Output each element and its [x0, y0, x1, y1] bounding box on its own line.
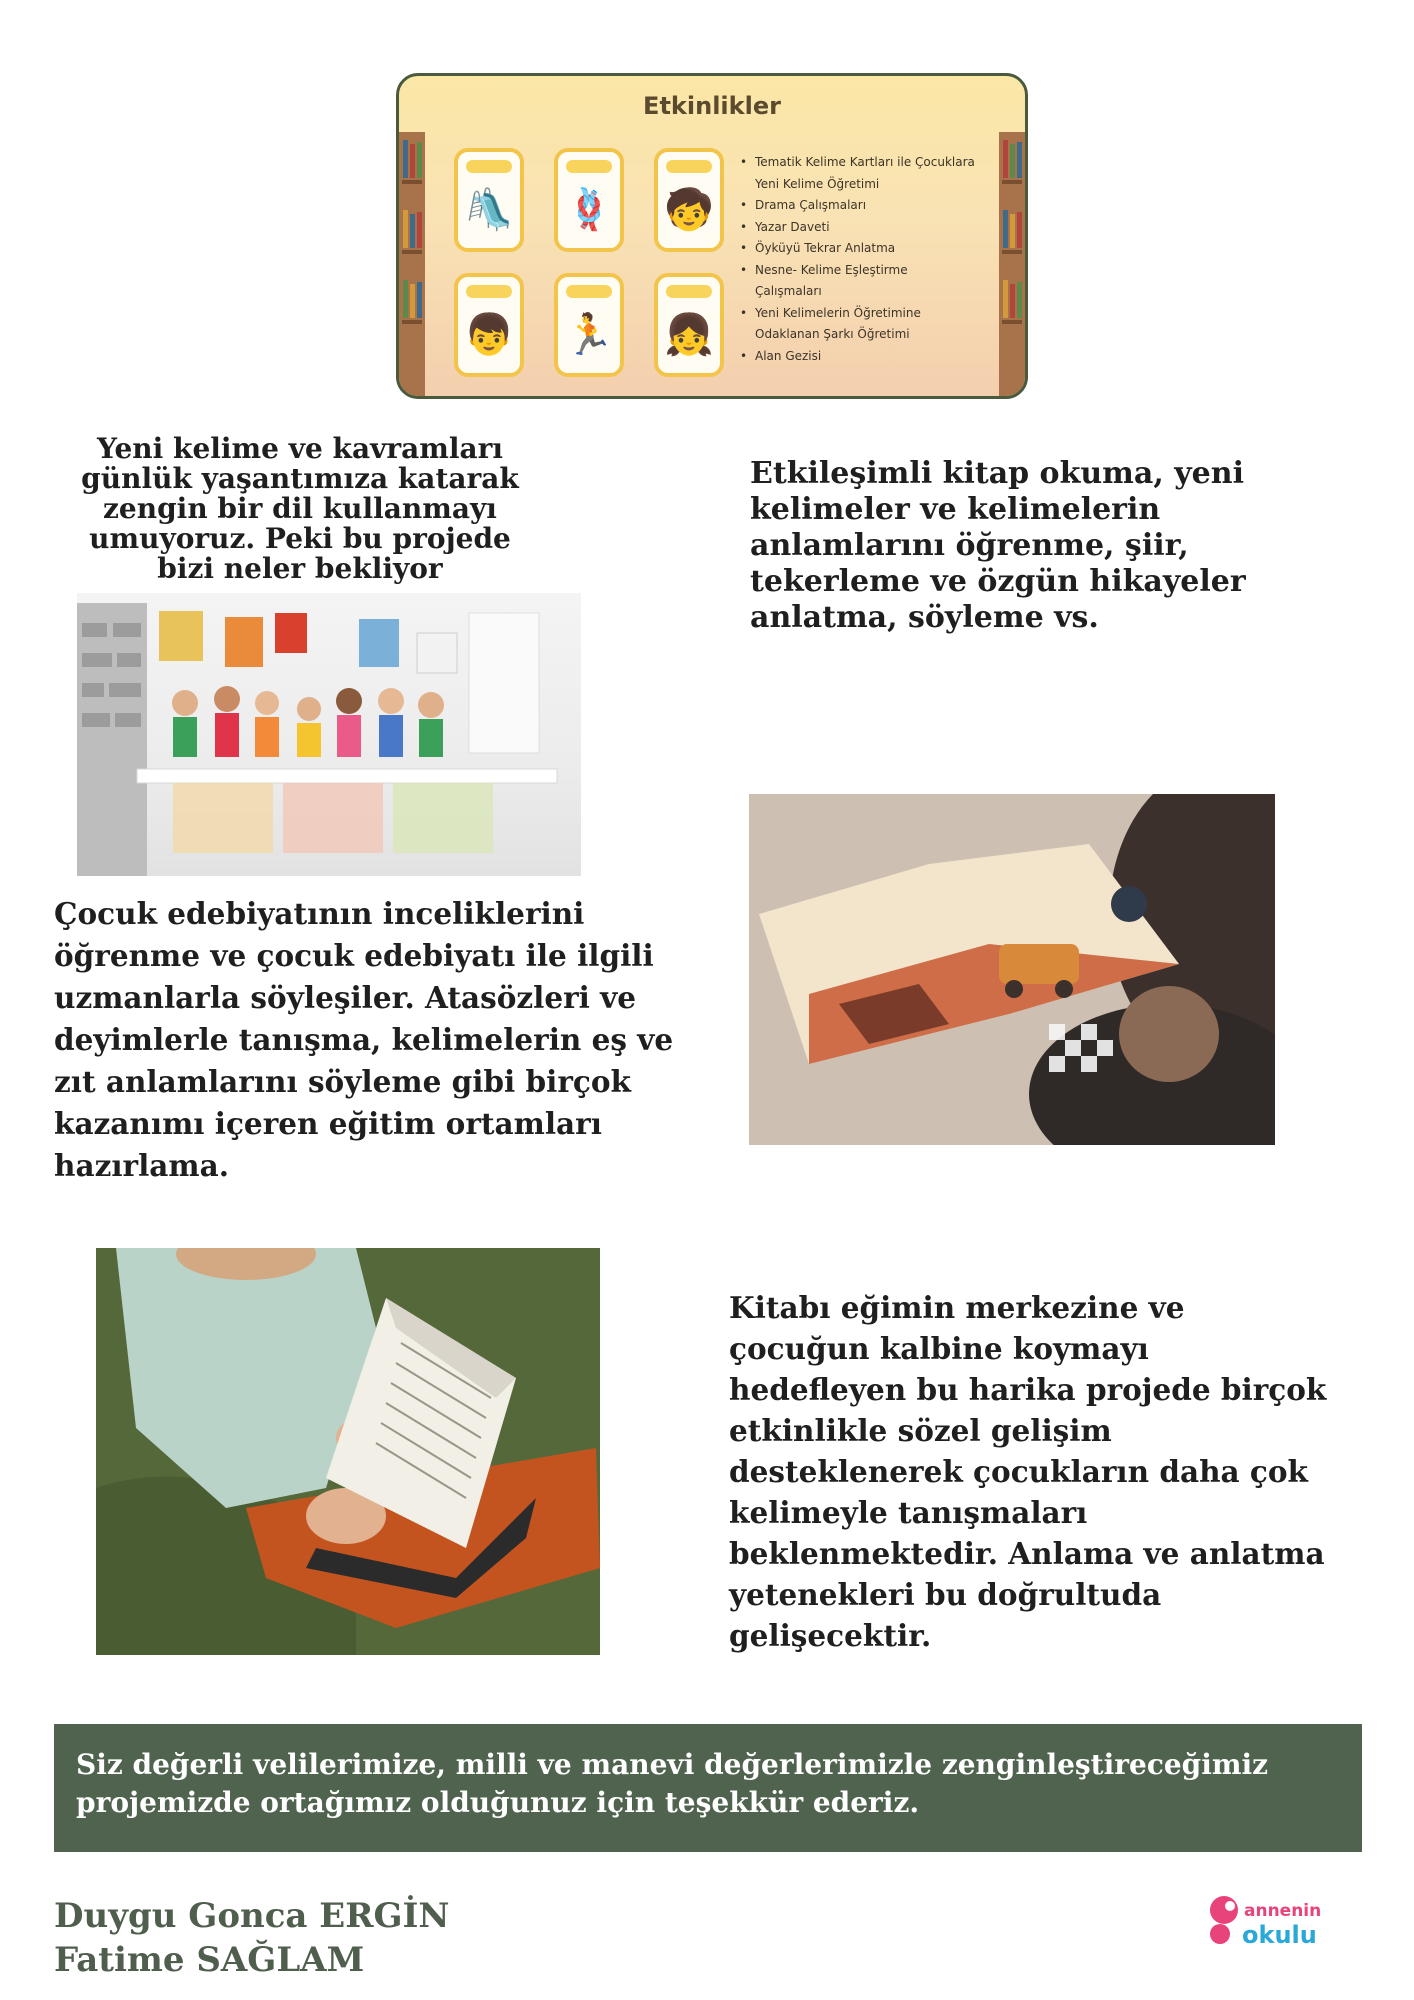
- jump-rope-icon: 🪢: [564, 187, 614, 233]
- activities-card: [396, 73, 1028, 399]
- activity-card-slide: [454, 148, 524, 252]
- authors: [54, 1894, 449, 1982]
- activities-list: [735, 152, 975, 367]
- activity-item: • Yazar Daveti: [735, 217, 975, 239]
- reading-paragraph: Etkileşimli kitap okuma, yeni kelimeler ve kelimelerin anlamlarını öğrenme, şiir, tekerleme ve özgün hikayeler anlatma, söyleme vs.: [750, 456, 1246, 635]
- activity-item: • Alan Gezisi: [735, 346, 975, 368]
- logo-line1: annenin: [1244, 1901, 1322, 1921]
- activities-title: Etkinlikler: [643, 92, 781, 120]
- reading-book-photo: [749, 794, 1275, 1145]
- goal-paragraph: Kitabı eğimin merkezine ve çocuğun kalbine koymayı hedefleyen bu harika projede birçok etkinlikle sözel gelişim desteklenerek çocukların daha çok kelimeyle tanışmaları beklenmektedir. Anlama ve anlatma yetenekleri bu doğrultuda gelişecektir.: [729, 1290, 1327, 1653]
- bookshelf-left-illustration: [399, 132, 425, 399]
- activity-card-happy-girl: [654, 273, 724, 377]
- activity-item: • Tematik Kelime Kartları ile Çocuklara Yeni Kelime Öğretimi: [735, 152, 975, 195]
- annenin-okulu-logo: [1206, 1888, 1326, 1958]
- children-classroom-photo: [77, 593, 581, 876]
- slide-icon: 🛝: [464, 187, 514, 233]
- activity-item: • Nesne- Kelime Eşleştirme Çalışmaları: [735, 260, 975, 303]
- literature-paragraph: Çocuk edebiyatının inceliklerini öğrenme ve çocuk edebiyatı ile ilgili uzmanlarla söyleşiler. Atasözleri ve deyimlerle tanışma, kelimelerin eş ve zıt anlamlarını söyleme gibi birçok kazanımı içeren eğitim ortamları hazırlama.: [54, 896, 674, 1183]
- activity-item: • Yeni Kelimelerin Öğretimine Odaklanan Şarkı Öğretimi: [735, 303, 975, 346]
- intro-text: Yeni kelime ve kavramları günlük yaşantımıza katarak zengin bir dil kullanmayı umuyoruz. Peki bu projede bizi neler bekliyor: [81, 432, 519, 585]
- activity-card-swing: [454, 273, 524, 377]
- author-name: Duygu Gonca ERGİN: [54, 1896, 450, 1936]
- author-name: Fatime SAĞLAM: [54, 1940, 365, 1980]
- thanks-text: Siz değerli velilerimize, milli ve manevi değerlerimizle zenginleştireceğimiz projemizde ortağımız olduğunuz için teşekkür ederiz.: [76, 1748, 1269, 1819]
- activity-item: • Öyküyü Tekrar Anlatma: [735, 238, 975, 260]
- activity-card-dancing-child: [654, 148, 724, 252]
- logo-line2: okulu: [1242, 1921, 1317, 1949]
- activity-item: • Drama Çalışmaları: [735, 195, 975, 217]
- thanks-banner: [54, 1724, 1362, 1852]
- girl-icon: 👧: [664, 312, 714, 358]
- activity-card-running-girl: [554, 273, 624, 377]
- running-girl-icon: 🏃: [564, 312, 614, 358]
- child-icon: 🧒: [664, 187, 714, 233]
- swing-child-icon: 👦: [464, 312, 514, 358]
- bookshelf-right-illustration: [999, 132, 1025, 399]
- child-dictionary-photo: [96, 1248, 600, 1655]
- activity-card-jump-rope: [554, 148, 624, 252]
